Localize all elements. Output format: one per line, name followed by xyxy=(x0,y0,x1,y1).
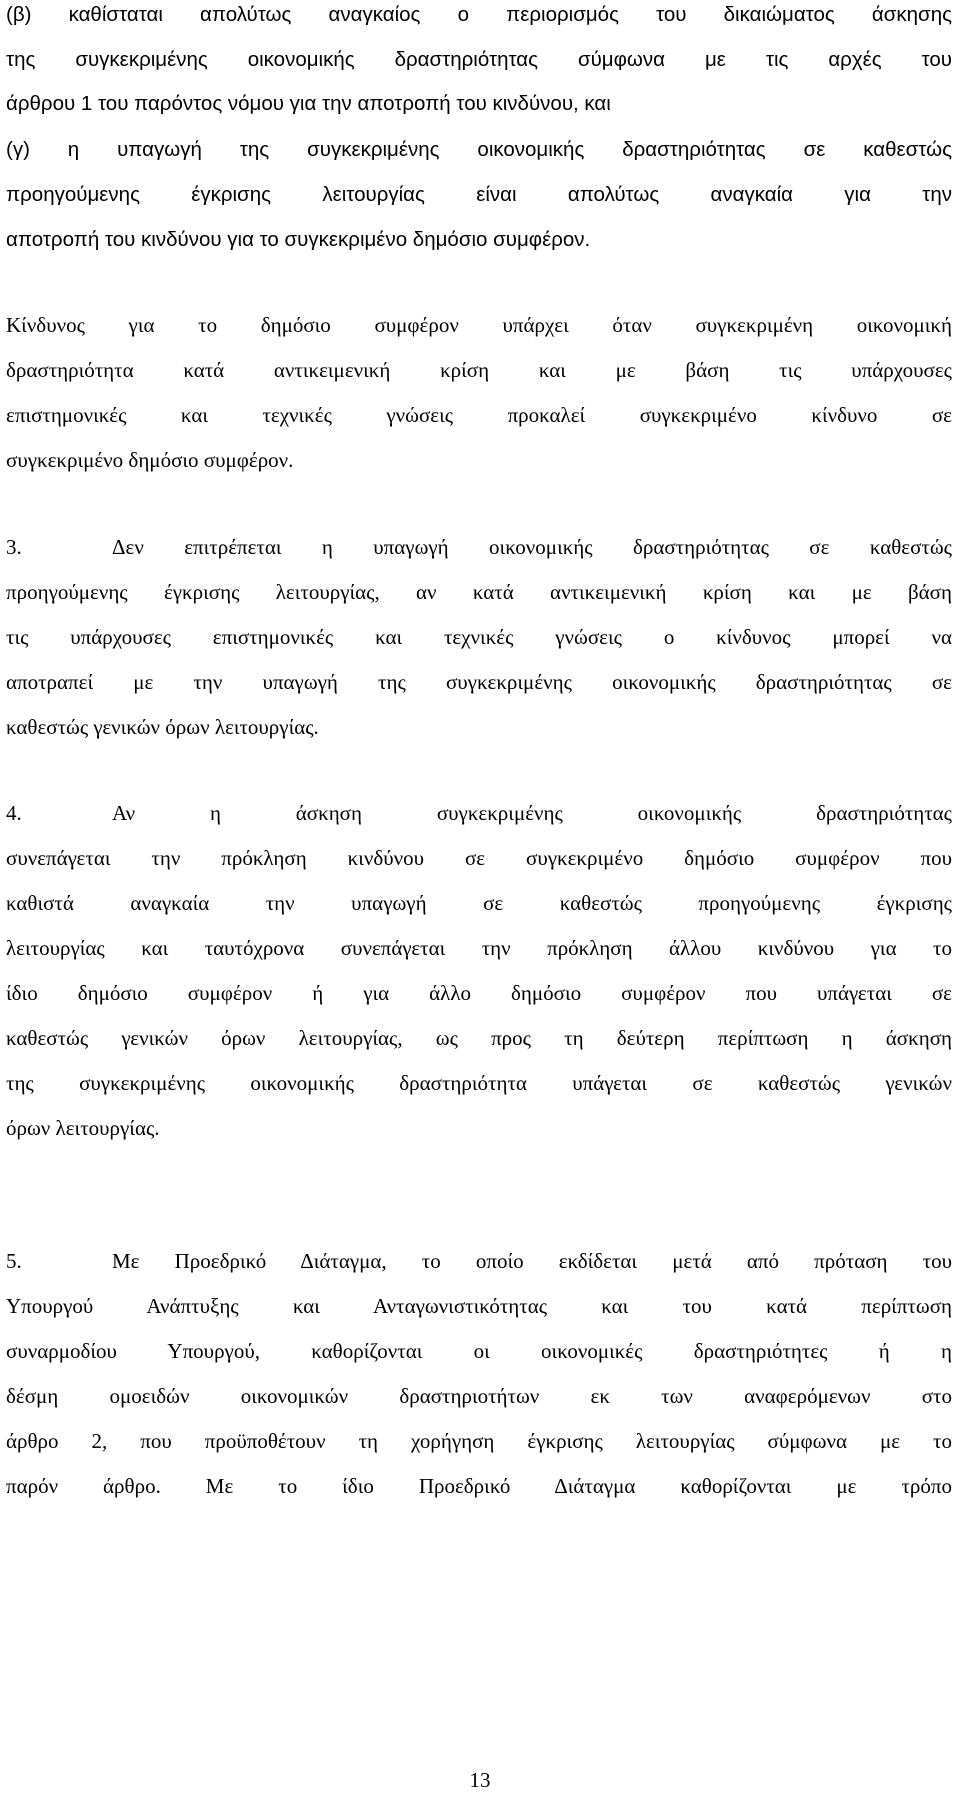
text-line: άρθρου 1 του παρόντος νόμου για την αποτροπή του κινδύνου, και xyxy=(6,92,611,115)
text-line: συγκεκριμένο δημόσιο συμφέρον. xyxy=(6,448,294,472)
text-line: Δεν επιτρέπεται η υπαγωγή οικονομικής δραστηριότητας σε καθεστώς xyxy=(112,535,952,559)
text-line: δραστηριότητα κατά αντικειμενική κρίση και με βάση τις υπάρχουσες xyxy=(6,358,952,382)
text-line: της συγκεκριμένης οικονομικής δραστηριότητας σύμφωνα με τις αρχές του xyxy=(6,48,952,71)
text-line: λειτουργίας και ταυτόχρονα συνεπάγεται την πρόκληση άλλου κινδύνου για το xyxy=(6,936,952,960)
text-line: καθεστώς γενικών όρων λειτουργίας, ως προς τη δεύτερη περίπτωση η άσκηση xyxy=(6,1026,952,1050)
text-line: όρων λειτουργίας. xyxy=(6,1116,160,1140)
text-line: συνεπάγεται την πρόκληση κινδύνου σε συγκεκριμένο δημόσιο συμφέρον που xyxy=(6,846,952,870)
text-line: παρόν άρθρο. Με το ίδιο Προεδρικό Διάταγμα καθορίζονται με τρόπο xyxy=(6,1474,952,1498)
text-line: δέσμη ομοειδών οικονομικών δραστηριοτήτων εκ των αναφερόμενων στο xyxy=(6,1384,952,1408)
text-line: συναρμοδίου Υπουργού, καθορίζονται οι οικονομικές δραστηριότητες ή η xyxy=(6,1339,952,1363)
text-line: προηγούμενης έγκρισης λειτουργίας είναι απολύτως αναγκαία για την xyxy=(6,183,952,206)
text-line: άρθρο 2, που προϋποθέτουν τη χορήγηση έγκρισης λειτουργίας σύμφωνα με το xyxy=(6,1429,952,1453)
paragraph-4-first-line xyxy=(6,790,952,836)
text-line: ίδιο δημόσιο συμφέρον ή για άλλο δημόσιο συμφέρον που υπάγεται σε xyxy=(6,981,952,1005)
text-line: αποτραπεί με την υπαγωγή της συγκεκριμένης οικονομικής δραστηριότητας σε xyxy=(6,670,952,694)
paragraph-number: 5. xyxy=(6,1249,22,1273)
paragraph-3-first-line xyxy=(6,524,952,570)
text-line: καθιστά αναγκαία την υπαγωγή σε καθεστώς προηγούμενης έγκρισης xyxy=(6,891,952,915)
paragraph-5-first-line xyxy=(6,1238,952,1284)
text-line: τις υπάρχουσες επιστημονικές και τεχνικές γνώσεις ο κίνδυνος μπορεί να xyxy=(6,625,952,649)
text-line: Υπουργού Ανάπτυξης και Ανταγωνιστικότητας και του κατά περίπτωση xyxy=(6,1294,952,1318)
text-line: επιστημονικές και τεχνικές γνώσεις προκαλεί συγκεκριμένο κίνδυνο σε xyxy=(6,403,952,427)
text-line: (γ) η υπαγωγή της συγκεκριμένης οικονομικής δραστηριότητας σε καθεστώς xyxy=(6,138,952,161)
text-line: αποτροπή του κινδύνου για το συγκεκριμένο δημόσιο συμφέρον. xyxy=(6,228,591,251)
text-line: προηγούμενης έγκρισης λειτουργίας, αν κατά αντικειμενική κρίση και με βάση xyxy=(6,580,952,604)
page-number: 13 xyxy=(469,1768,491,1792)
paragraph-number: 3. xyxy=(6,535,22,559)
text-line: καθεστώς γενικών όρων λειτουργίας. xyxy=(6,715,319,739)
text-line: της συγκεκριμένης οικονομικής δραστηριότητα υπάγεται σε καθεστώς γενικών xyxy=(6,1071,952,1095)
text-line: Με Προεδρικό Διάταγμα, το οποίο εκδίδεται μετά από πρόταση του xyxy=(112,1249,952,1273)
text-line: (β) καθίσταται απολύτως αναγκαίος ο περιορισμός του δικαιώματος άσκησης xyxy=(6,3,952,26)
text-line: Αν η άσκηση συγκεκριμένης οικονομικής δραστηριότητας xyxy=(112,801,952,825)
paragraph-number: 4. xyxy=(6,801,22,825)
text-line: Κίνδυνος για το δημόσιο συμφέρον υπάρχει όταν συγκεκριμένη οικονομική xyxy=(6,313,952,337)
